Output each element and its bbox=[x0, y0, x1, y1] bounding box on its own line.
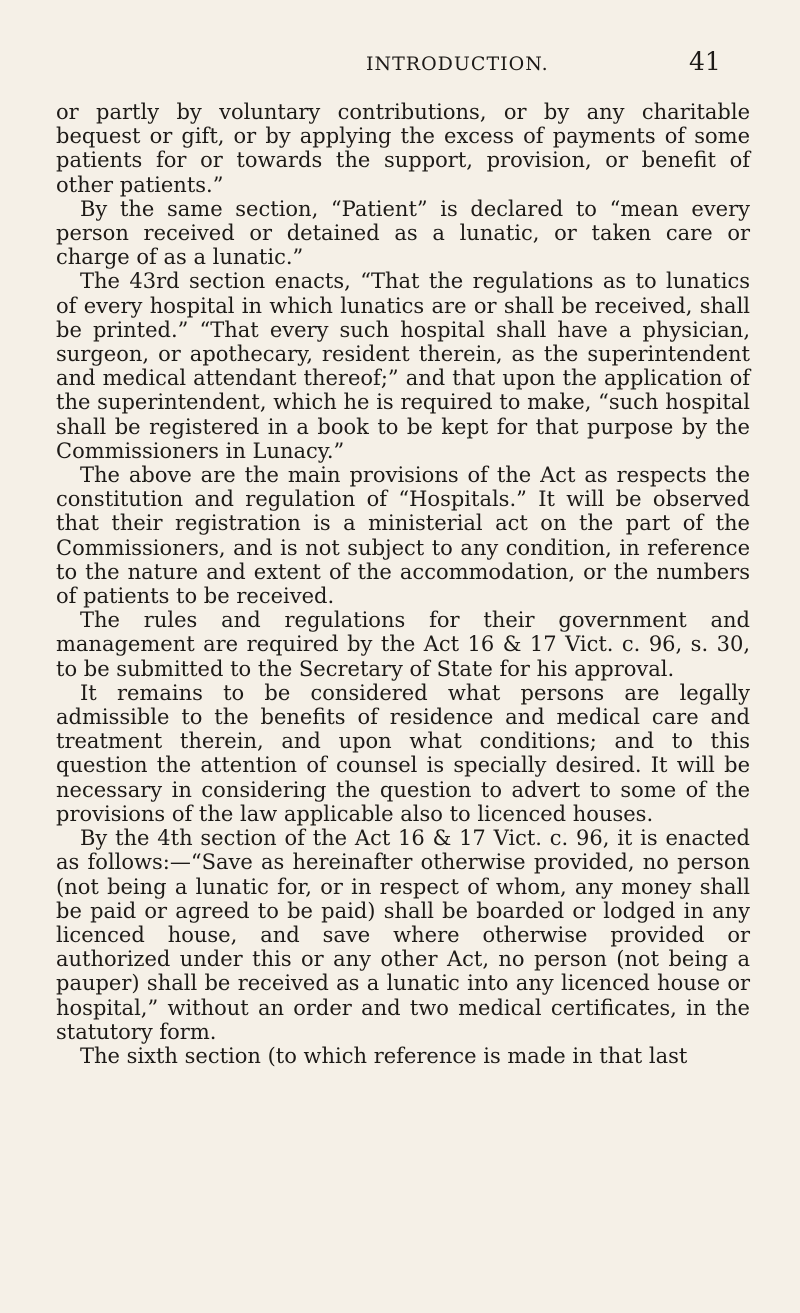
paragraph-section-4: By the 4th section of the Act 16 & 17 Vict. c. 96, it is enacted as follows:—“Save as hereinafter otherwise provided, no person (not being a lunatic for, or in respect of whom, any money shall be paid or agreed to be paid) shall be boarded or lodged in any licenced house, and save where otherwise provided or authorized under this or any other Act, no person (not being a pauper) shall be received as a lunatic into any licenced house or hospital,” without an order and two medical certificates, in the statutory form. bbox=[56, 826, 750, 1044]
paragraph-rules-regulations: The rules and regulations for their government and management are required by the Act 16 & 17 Vict. c. 96, s. 30, to be submitted to the Secretary of State for his approval. bbox=[56, 608, 750, 681]
page-number: 41 bbox=[689, 47, 721, 76]
paragraph-admissibility: It remains to be considered what persons are legally admissible to the benefits of residence and medical care and treatment therein, and upon what conditions; and to this question the attention of counsel is specially desired. It will be necessary in considering the question to advert to some of the provisions of the law applicable also to licenced houses. bbox=[56, 680, 750, 826]
running-head bbox=[56, 47, 800, 92]
paragraph-sixth-section: The sixth section (to which reference is made in that last bbox=[80, 1043, 688, 1068]
body-text bbox=[56, 100, 750, 1068]
paragraph-section-43: The 43rd section enacts, “That the regulations as to lunatics of every hospital in which lunatics are or shall be received, shall be printed.” “That every such hospital shall have a physician, surgeon, or apothecary, resident therein, as the superintendent and medical attendant thereof;” and that upon the application of the superintendent, which he is required to make, “such hospital shall be registered in a book to be kept for that purpose by the Commissioners in Lunacy.” bbox=[56, 269, 750, 463]
paragraph-main-provisions: The above are the main provisions of the Act as respects the constitution and regulation of “Hospitals.” It will be observed that their registration is a ministerial act on the part of the Commissioners, and is not subject to any condition, in reference to the nature and extent of the accommodation, or the numbers of patients to be received. bbox=[56, 463, 750, 609]
paragraph-continuation: or partly by voluntary contributions, or by any charitable bequest or gift, or by applying the excess of payments of some patients for or towards the support, provision, or benefit of other patients.” bbox=[56, 100, 750, 197]
paragraph-patient-definition: By the same section, “Patient” is declared to “mean every person received or detained as a lunatic, or taken care or charge of as a lunatic.” bbox=[56, 196, 750, 270]
running-title: INTRODUCTION. bbox=[366, 53, 549, 75]
